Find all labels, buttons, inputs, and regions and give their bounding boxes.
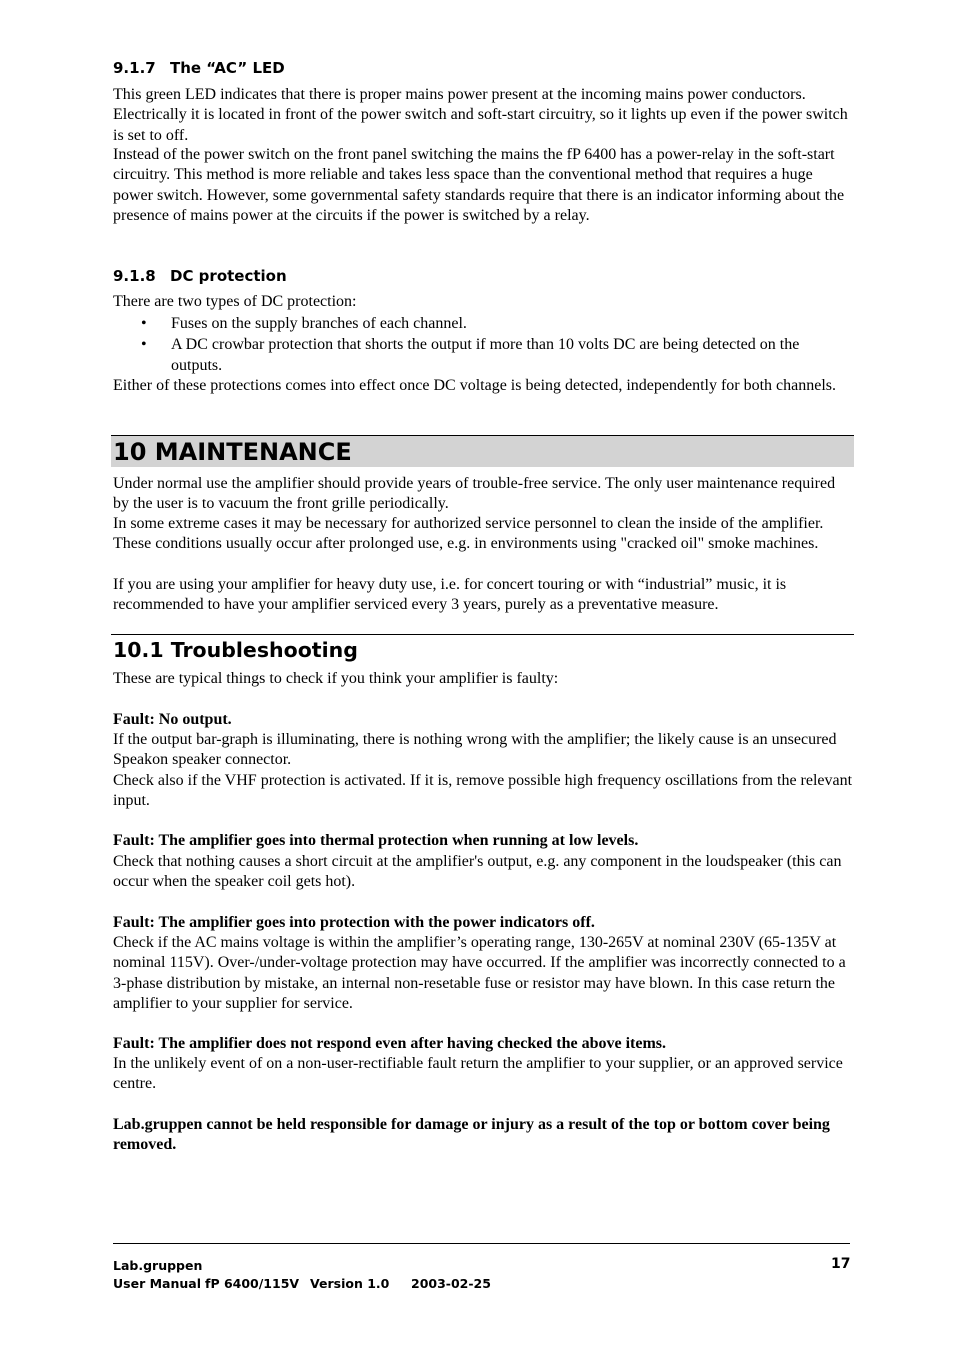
footer-version: Version 1.0	[310, 1276, 390, 1291]
fault-heading: Fault: The amplifier does not respond even after having checked the above items.	[113, 1035, 667, 1052]
list-item: • A DC crowbar protection that shorts the output if more than 10 volts DC are being detected on the outputs.	[141, 336, 800, 374]
bullet-list	[113, 314, 854, 376]
bullet-icon: •	[141, 315, 147, 332]
paragraph: These are typical things to check if you think your amplifier is faulty:	[113, 670, 559, 687]
section-title: DC protection	[170, 267, 287, 285]
section-number: 9.1.8	[113, 267, 156, 285]
paragraph: Check that nothing causes a short circuit at the amplifier's output, e.g. any component in the loudspeaker (this can occur when the speaker coil gets hot).	[113, 853, 842, 891]
paragraph: If you are using your amplifier for heavy duty use, i.e. for concert touring or with “industrial” music, it is recommended to have your amplifier serviced every 3 years, purely as a preventative measure.	[113, 576, 787, 614]
list-item: • Fuses on the supply branches of each channel.	[113, 314, 854, 334]
paragraph: Check also if the VHF protection is activated. If it is, remove possible high frequency oscillations from the relevant input.	[113, 772, 853, 810]
section-title: The “AC” LED	[170, 59, 285, 77]
section-number: 9.1.7	[113, 59, 156, 77]
footer-company: Lab.gruppen	[113, 1258, 203, 1273]
fault-heading: Fault: No output.	[113, 711, 232, 728]
section-heading-9-1-7	[113, 59, 285, 77]
paragraph: In some extreme cases it may be necessary for authorized service personnel to clean the inside of the amplifier. These conditions usually occur after prolonged use, e.g. in environments using "cracked oil" smoke machines.	[113, 515, 824, 553]
paragraph: There are two types of DC protection:	[113, 293, 357, 310]
footer-model: fP 6400/115V	[205, 1276, 300, 1291]
paragraph: If the output bar-graph is illuminating, there is nothing wrong with the amplifier; the likely cause is an unsecured Speakon speaker connector.	[113, 731, 837, 769]
footer-doc-title: User Manual	[113, 1276, 201, 1291]
footer-divider	[113, 1243, 850, 1244]
paragraph: Instead of the power switch on the front panel switching the mains the fP 6400 has a power-relay in the soft-start circuitry. This method is more reliable and takes less space than the conventional method that requires a huge power switch. However, some governmental safety standards require that there is an indicator informing about the presence of mains power at the circuits if the power is switched by a relay.	[113, 146, 845, 225]
paragraph: Under normal use the amplifier should provide years of trouble-free service. The only user maintenance required by the user is to vacuum the front grille periodically.	[113, 475, 836, 513]
footer-date: 2003-02-25	[411, 1276, 491, 1291]
fault-heading: Fault: The amplifier goes into thermal protection when running at low levels.	[113, 832, 639, 849]
paragraph: In the unlikely event of on a non-user-rectifiable fault return the amplifier to your supplier, or an approved service centre.	[113, 1055, 843, 1093]
chapter-title: 10 MAINTENANCE	[113, 438, 352, 466]
section-heading-9-1-8	[113, 267, 287, 285]
section-title-troubleshooting: 10.1 Troubleshooting	[113, 638, 358, 662]
fault-heading: Fault: The amplifier goes into protection with the power indicators off.	[113, 914, 595, 931]
section-divider	[111, 634, 854, 635]
bullet-icon: •	[141, 336, 147, 354]
disclaimer: Lab.gruppen cannot be held responsible for damage or injury as a result of the top or bottom cover being removed.	[113, 1116, 830, 1154]
chapter-heading-bar	[111, 435, 854, 467]
paragraph: This green LED indicates that there is proper mains power present at the incoming mains power conductors. Electrically it is located in front of the power switch and soft-start circuitry, so it lights up even if the power switch is set to off.	[113, 86, 848, 144]
paragraph: Either of these protections comes into effect once DC voltage is being detected, independently for both channels.	[113, 377, 837, 394]
page-number: 17	[831, 1256, 851, 1272]
paragraph: Check if the AC mains voltage is within the amplifier’s operating range, 130-265V at nominal 230V (65-135V at nominal 115V). Over-/under-voltage protection may have occurred. If the amplifier was incorrectly connected to a 3-phase distribution by mistake, an internal non-resetable fuse or resistor may have blown. In this case return the amplifier to your supplier for service.	[113, 934, 846, 1013]
